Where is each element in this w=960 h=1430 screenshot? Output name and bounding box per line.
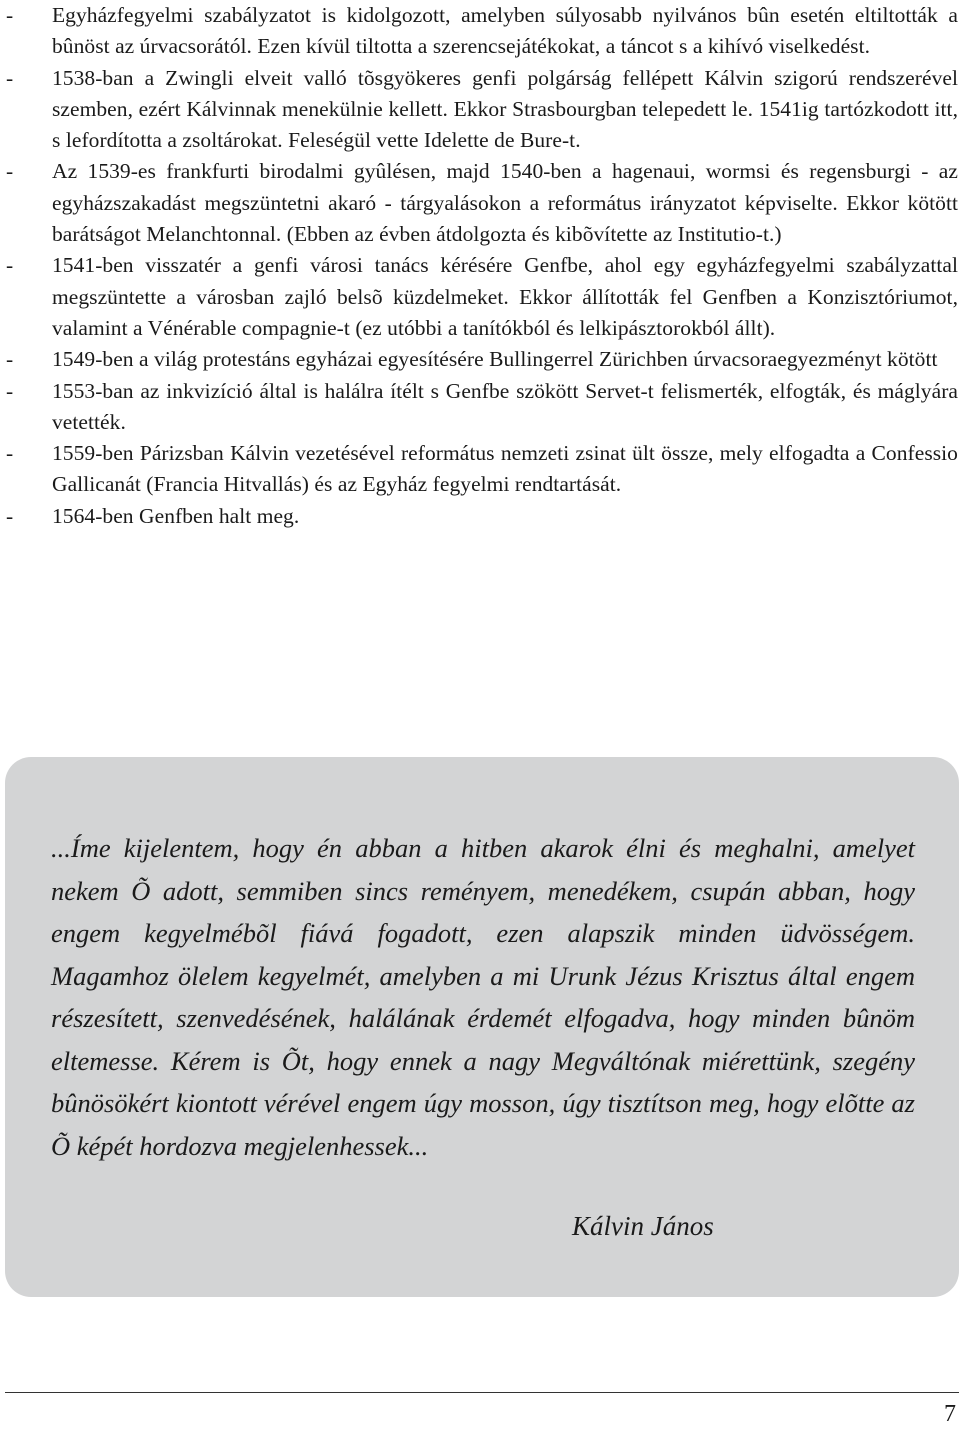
bullet-dash: -	[6, 3, 14, 27]
list-item	[6, 376, 958, 439]
list-item	[6, 438, 958, 501]
bullet-dash: -	[6, 441, 14, 466]
list-item	[6, 156, 958, 250]
bullet-dash: -	[6, 347, 14, 372]
timeline-list	[6, 0, 958, 532]
quote-text: ...Íme kijelentem, hogy én abban a hitben akarok élni és meghalni, amelyet nekem Õ adott, semmiben sincs reményem, menedékem, csupán abban, hogy engem kegyelmébõl fiává fogadott, ezen alapszik minden üdvösségem. Magamhoz ölelem kegyelmét, amelyben a mi Urunk Jézus Krisztus által engem részesített, szenvedésének, halálának érdemét elfogadva, hogy minden bûnöm eltemesse. Kérem is Õt, hogy ennek a nagy Megváltónak miérettünk, szegény bûnösökért kiontott vérével engem úgy mosson, úgy tisztítson meg, hogy elõtte az Õ képét hordozva megjelenhessek...	[51, 833, 915, 1161]
footer-divider	[5, 1392, 959, 1393]
list-item-text: 1549-ben a világ protestáns egyházai egyesítésére Bullingerrel Zürichben úrvacsoraegyezményt kötött	[52, 347, 938, 372]
list-item	[6, 501, 958, 532]
list-item-text: 1564-ben Genfben halt meg.	[52, 503, 300, 528]
list-item-text: Az 1539-es frankfurti birodalmi gyûlésen, majd 1540-ben a hagenaui, wormsi és regensburgi - az egyházszakadást megszüntetni akaró - tárgyalásokon a református irányzatot képviselte. Ekkor kötött barátságot Melanchtonnal. (Ebben az évben átdolgozta és kibõvítette az Institutio-t.)	[52, 159, 958, 247]
list-item	[6, 250, 958, 344]
list-item	[6, 344, 958, 375]
list-item	[6, 0, 958, 63]
bullet-dash: -	[6, 378, 14, 403]
list-item-text: Egyházfegyelmi szabályzatot is kidolgozott, amelyben súlyosabb nyilvános bûn esetén eltiltották a bûnöst az úrvacsorától. Ezen kívül tiltotta a szerencsejátékokat, a táncot s a kihívó viselkedést.	[52, 3, 958, 59]
quote-box	[5, 757, 959, 1297]
list-item-text: 1538-ban a Zwingli elveit valló tõsgyökeres genfi polgárság fellépett Kálvin szigorú rendszerével szemben, ezért Kálvinnak menekülnie kellett. Ekkor Strasbourgban telepedett le. 1541ig tartózkodott itt, s lefordította a zsoltárokat. Feleségül vette Idelette de Bure-t.	[52, 65, 958, 153]
bullet-dash: -	[6, 159, 14, 184]
list-item-text: 1541-ben visszatér a genfi városi tanács kérésére Genfbe, ahol egy egyházfegyelmi szabályzattal megszüntette a városban zajló belsõ küzdelmeket. Ekkor állították fel Genfben a Konzisztóriumot, valamint a Vénérable compagnie-t (ez utóbbi a tanítókból és lelkipásztorokból állt).	[52, 253, 958, 340]
page-number: 7	[944, 1401, 956, 1427]
bullet-dash: -	[6, 65, 14, 90]
quote-author: Kálvin János	[572, 1211, 714, 1241]
list-item	[6, 63, 958, 157]
bullet-dash: -	[6, 253, 14, 278]
list-item-text: 1559-ben Párizsban Kálvin vezetésével református nemzeti zsinat ült össze, mely elfogadta a Confessio Gallicanát (Francia Hitvallás) és az Egyház fegyelmi rendtartását.	[52, 441, 958, 497]
bullet-dash: -	[6, 503, 14, 528]
list-item-text: 1553-ban az inkvizíció által is halálra ítélt s Genfbe szökött Servet-t felismerték, elfogták, és máglyára vetették.	[52, 378, 958, 434]
